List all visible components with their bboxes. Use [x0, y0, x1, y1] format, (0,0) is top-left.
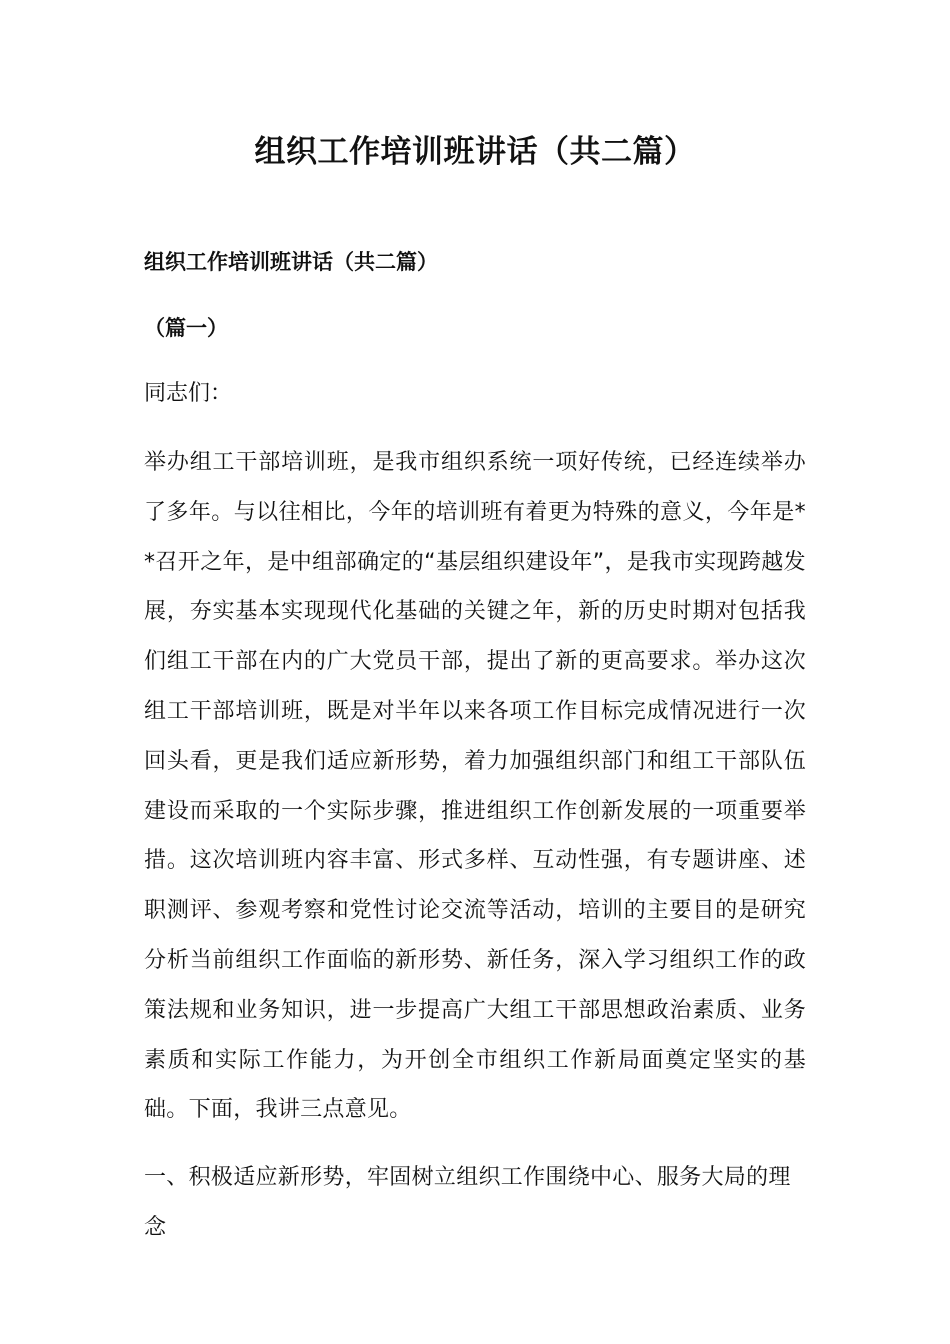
document-body	[144, 240, 806, 1253]
section-label: （篇一）	[144, 316, 228, 340]
salutation: 同志们：	[144, 381, 233, 406]
document-subtitle: 组织工作培训班讲话（共二篇）	[144, 250, 438, 274]
document-title: 组织工作培训班讲话（共二篇）	[254, 134, 696, 170]
body-paragraph: 举办组工干部培训班，是我市组织系统一项好传统，已经连续举办了多年。与以往相比，今年的培训班有着更为特殊的意义，今年是**召开之年，是中组部确定的“基层组织建设年”，是我市实现跨越发展，夯实基本实现现代化基础的关键之年，新的历史时期对包括我们组工干部在内的广大党员干部，提出了新的更高要求。举办这次组工干部培训班，既是对半年以来各项工作目标完成情况进行一次回头看，更是我们适应新形势，着力加强组织部门和组工干部队伍建设而采取的一个实际步骤，推进组织工作创新发展的一项重要举措。这次培训班内容丰富、形式多样、互动性强，有专题讲座、述职测评、参观考察和党性讨论交流等活动，培训的主要目的是研究分析当前组织工作面临的新形势、新任务，深入学习组织工作的政策法规和业务知识，进一步提高广大组工干部思想政治素质、业务素质和实际工作能力，为开创全市组织工作新局面奠定坚实的基础。下面，我讲三点意见。	[144, 450, 806, 1123]
section-heading: 一、积极适应新形势，牢固树立组织工作围绕中心、服务大局的理念	[144, 1165, 791, 1240]
